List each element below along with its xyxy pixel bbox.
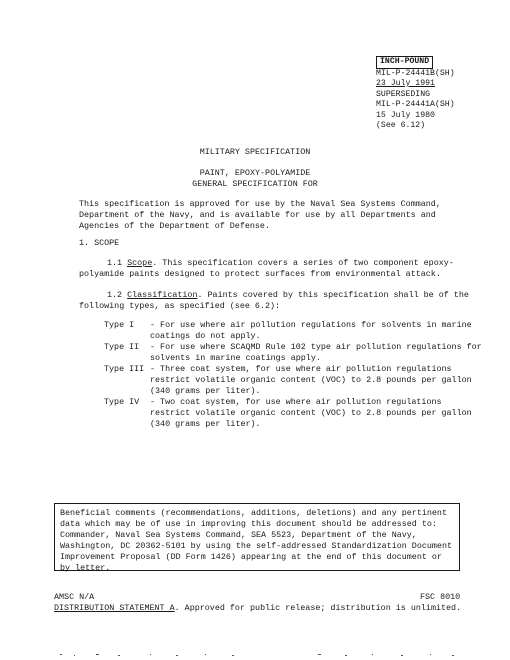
doc-date: 23 July 1991 xyxy=(376,79,435,88)
distribution-label: DISTRIBUTION STATEMENT A xyxy=(54,603,175,613)
paragraph-1-2-number: 1.2 xyxy=(107,290,123,300)
superseded-date: 15 July 1980 xyxy=(376,110,435,120)
type-label: Type III xyxy=(104,364,145,374)
doc-title-military: MILITARY SPECIFICATION xyxy=(199,147,311,157)
comments-notice-box: Beneficial comments (recommendations, additions, deletions) and any pertinent data which may be of use in improving this document should be addressed to: Commander, Naval Sea Systems Command, SEA 5523, Department of the Navy, Washington, DC 20362-5101 by using the self-addressed Standardization Document Improvement Proposal (DD Form 1426) appearing at the end of this document or by letter. xyxy=(54,503,460,571)
header-block xyxy=(376,56,455,132)
superseding-label: SUPERSEDING xyxy=(376,89,431,99)
see-reference: (See 6.12) xyxy=(376,121,426,130)
type-description: - For use where air pollution regulations for solvents in marine coatings do not apply. xyxy=(150,320,472,341)
fsc-label: FSC 8010 xyxy=(420,592,461,602)
paragraph-1-1-title: Scope xyxy=(127,258,153,268)
inch-pound-label: INCH-POUND xyxy=(376,56,433,69)
distribution-text: . Approved for public release; distribution is unlimited. xyxy=(174,603,462,613)
doc-title-general: GENERAL SPECIFICATION FOR xyxy=(192,179,318,189)
type-item xyxy=(104,320,484,342)
types-list xyxy=(104,320,484,430)
type-description: - Three coat system, for use where air pollution regulations restrict volatile organic content (VOC) to 2.8 pounds per gallon (340 grams per liter). xyxy=(150,364,472,396)
type-description: - Two coat system, for use where air pollution regulations restrict volatile organic content (VOC) to 2.8 pounds per gallon (340 grams per liter). xyxy=(150,397,472,429)
approval-paragraph: This specification is approved for use by the Naval Sea Systems Command, Department of the Navy, and is available for use by all Departments and Agencies of the Department of Defense. xyxy=(79,199,441,231)
paragraph-1-2-title: Classification xyxy=(127,290,198,300)
superseded-id: MIL-P-24441A(SH) xyxy=(376,100,455,109)
type-label: Type IV xyxy=(104,397,140,407)
section-1-heading: 1. SCOPE xyxy=(79,238,120,248)
doc-title-paint: PAINT, EPOXY-POLYAMIDE xyxy=(199,168,311,178)
paragraph-1-1-text: . This specification covers a series of two component epoxy-polyamide paints designed to protect surfaces from environmental attack. xyxy=(79,258,454,279)
paragraph-1-2 xyxy=(79,290,483,312)
type-description: - For use where SCAQMD Rule 102 type air pollution regulations for solvents in marine coatings apply. xyxy=(150,342,482,363)
type-item xyxy=(104,397,484,430)
type-item xyxy=(104,364,484,397)
type-item xyxy=(104,342,484,364)
paragraph-1-1-number: 1.1 xyxy=(107,258,123,268)
scan-noise-decoration xyxy=(0,652,510,658)
type-label: Type I xyxy=(104,320,135,330)
amsc-label: AMSC N/A xyxy=(54,592,95,602)
paragraph-1-2-text: . Paints covered by this specification shall be of the following types, as specified (see 6.2): xyxy=(79,290,469,311)
doc-id: MIL-P-24441B(SH) xyxy=(376,68,455,78)
distribution-statement xyxy=(54,603,461,614)
paragraph-1-1 xyxy=(79,258,483,280)
type-label: Type II xyxy=(104,342,140,352)
